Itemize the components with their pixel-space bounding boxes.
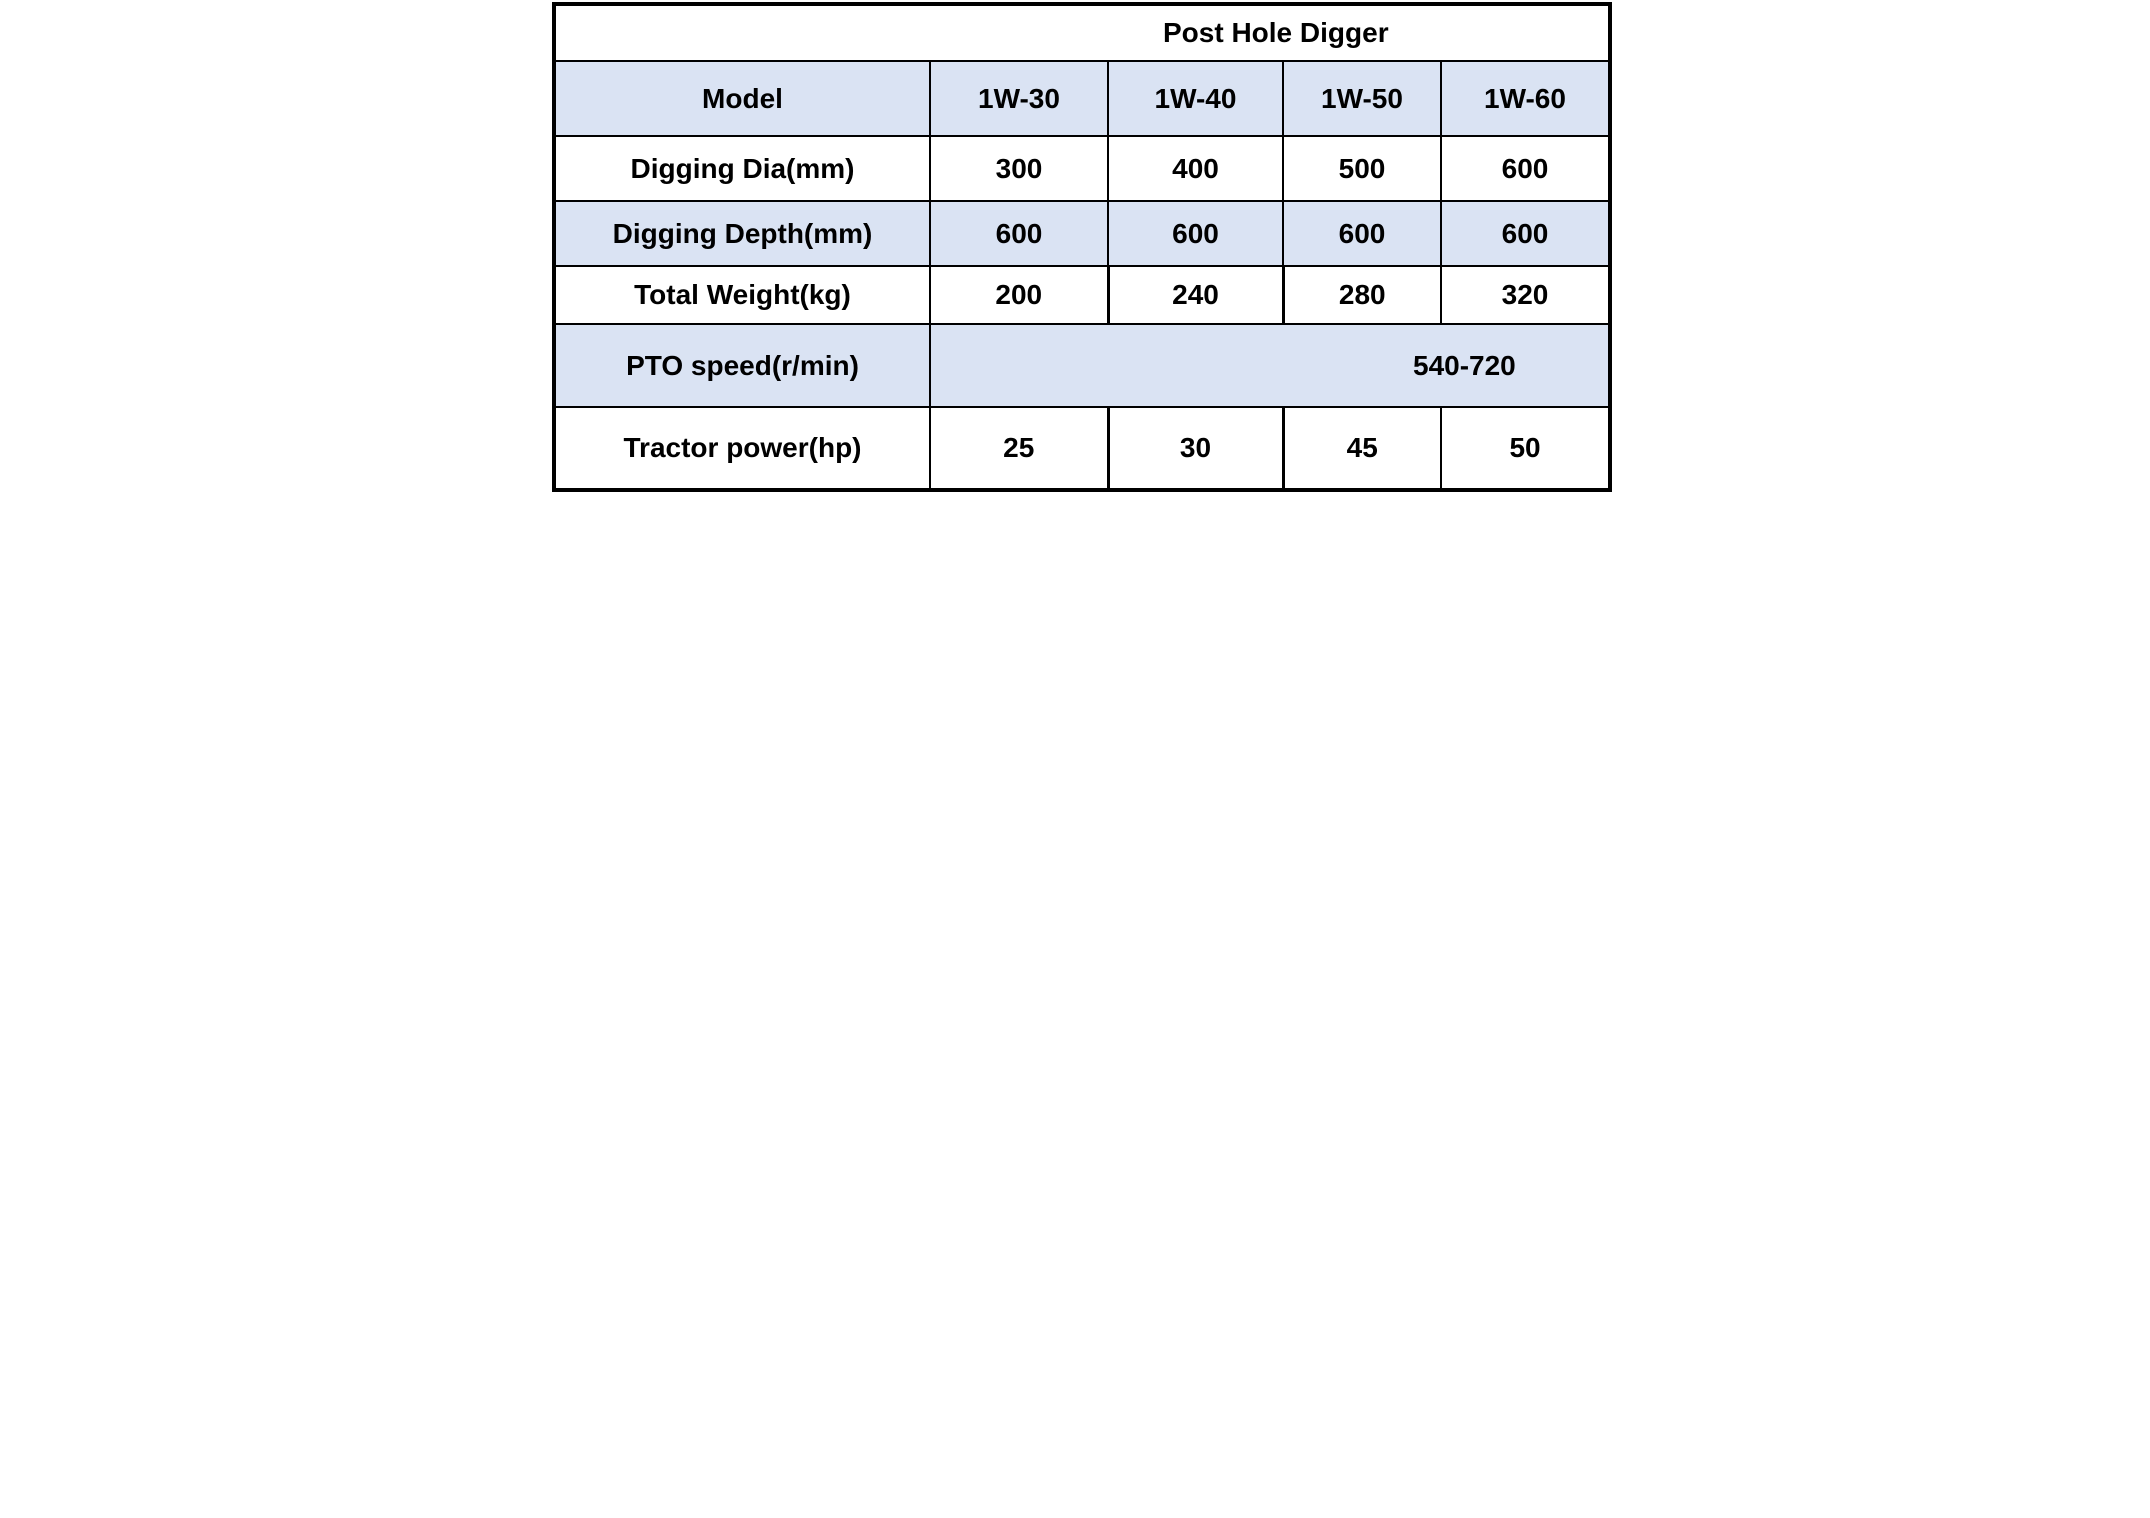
spec-table <box>552 2 1612 492</box>
pto-speed-value: 540-720 <box>930 324 1610 407</box>
value-cell: 400 <box>1108 136 1283 201</box>
value-cell: 240 <box>1108 266 1283 324</box>
value-cell: 600 <box>1441 201 1610 266</box>
model-cell: 1W-40 <box>1108 61 1283 136</box>
value-cell: 600 <box>1108 201 1283 266</box>
value-cell: 45 <box>1283 407 1441 490</box>
table-row <box>554 136 1610 201</box>
row-label-tractor-power: Tractor power(hp) <box>554 407 930 490</box>
value-cell: 25 <box>930 407 1108 490</box>
value-cell: 500 <box>1283 136 1441 201</box>
table-row <box>554 407 1610 490</box>
table-row <box>554 324 1610 407</box>
row-label-total-weight: Total Weight(kg) <box>554 266 930 324</box>
value-cell: 600 <box>1441 136 1610 201</box>
value-cell: 600 <box>1283 201 1441 266</box>
table-row <box>554 266 1610 324</box>
row-label-pto-speed: PTO speed(r/min) <box>554 324 930 407</box>
model-cell: 1W-30 <box>930 61 1108 136</box>
value-cell: 600 <box>930 201 1108 266</box>
row-label-model: Model <box>554 61 930 136</box>
row-label-digging-dia: Digging Dia(mm) <box>554 136 930 201</box>
value-cell: 30 <box>1108 407 1283 490</box>
model-cell: 1W-60 <box>1441 61 1610 136</box>
table-title-row <box>554 4 1610 61</box>
value-cell: 50 <box>1441 407 1610 490</box>
value-cell: 300 <box>930 136 1108 201</box>
table-row <box>554 201 1610 266</box>
row-label-digging-depth: Digging Depth(mm) <box>554 201 930 266</box>
value-cell: 320 <box>1441 266 1610 324</box>
model-cell: 1W-50 <box>1283 61 1441 136</box>
value-cell: 280 <box>1283 266 1441 324</box>
table-title: Post Hole Digger <box>554 4 1610 61</box>
table-header-row <box>554 61 1610 136</box>
value-cell: 200 <box>930 266 1108 324</box>
